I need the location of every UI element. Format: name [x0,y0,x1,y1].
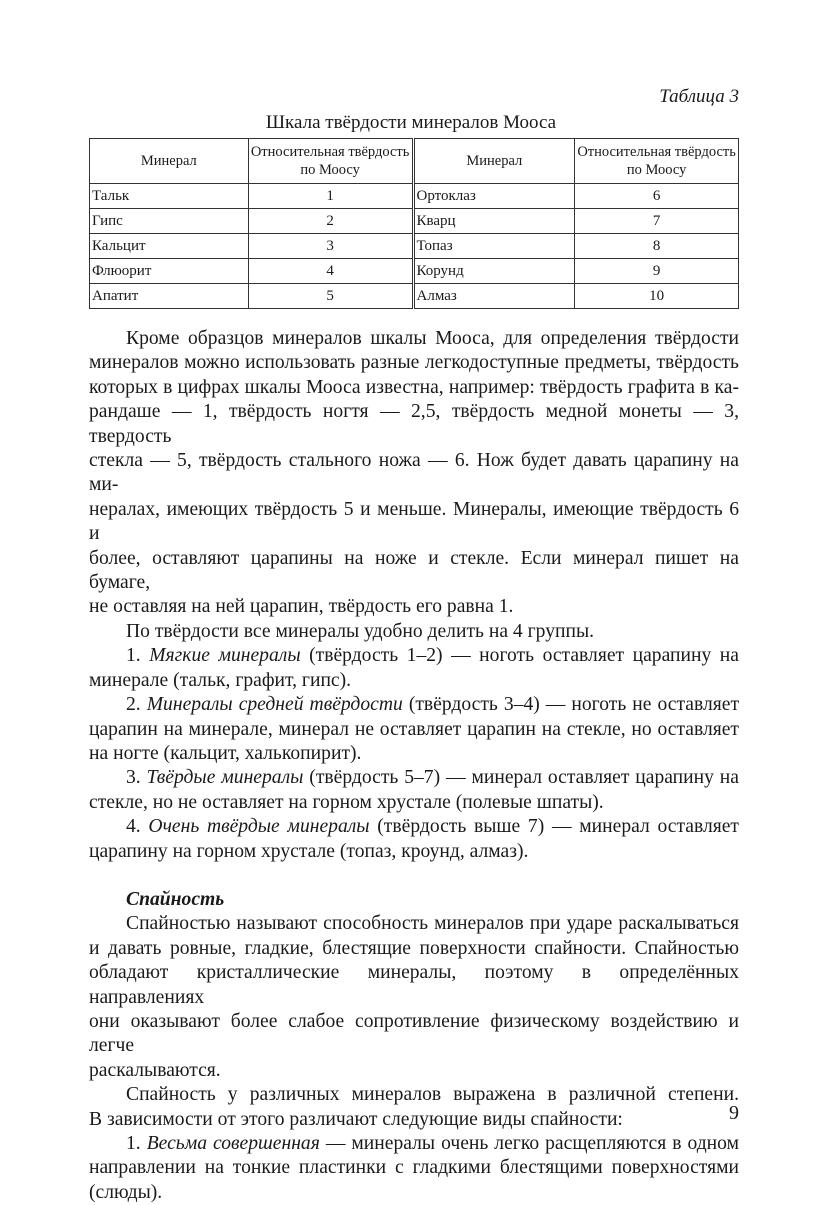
group-hard-minerals [89,766,739,815]
hardness-cell: 6 [575,184,739,209]
text-line: царапин на минерале, минерал не оставляет царапин на стекле, но оставляет [89,718,739,740]
header-mineral-right: Минерал [413,139,575,184]
table-title: Шкала твёрдости минералов Мооса [265,112,557,133]
group-number: 1. [126,645,141,667]
text-fragment: — минералы очень легко расщепляются в одном [325,1133,739,1154]
group-term: Мягкие минералы [149,645,301,667]
text-line: они оказывают более слабое сопротивление физическому воздействию и легче [89,1010,739,1057]
mineral-cell: Кварц [413,209,575,234]
text-fragment: (твёрдость 3–4) — ноготь не оставляет [408,694,740,716]
mineral-cell: Тальк [90,184,249,209]
group-medium-minerals [89,693,739,766]
text-line: стекле, но не оставляет на горном хрустале (полевые шпаты). [89,791,604,813]
hardness-cell: 7 [575,209,739,234]
text-line: царапину на горном хрустале (топаз, кроунд, алмаз). [89,840,529,862]
table-row [90,259,739,284]
group-term: Весьма совершенная [146,1133,320,1154]
hardness-cell: 10 [575,284,739,309]
mineral-cell: Ортоклаз [413,184,575,209]
mineral-cell: Апатит [90,284,249,309]
table-row [90,209,739,234]
paragraph-groups-intro: По твёрдости все минералы удобно делить на 4 группы. [126,620,595,642]
group-term: Твёрдые минералы [146,767,304,789]
text-line: раскалываются. [89,1059,221,1081]
text-line: обладают кристаллические минералы, поэтому в определённых направлениях [89,962,739,1008]
paragraph-cleavage-definition [89,912,739,1083]
text-line: Спайностью называют способность минералов при ударе раскалываться [126,913,739,935]
table-row [90,184,739,209]
mineral-cell: Алмаз [413,284,575,309]
group-term: Очень твёрдые минералы [148,816,370,838]
group-number: 4. [126,816,141,838]
cleavage-perfect [89,1132,739,1205]
text-line: на ногте (кальцит, халькопирит). [89,742,362,764]
group-term: Минералы средней твёрдости [146,694,403,716]
header-hardness-left: Относительная твёрдость по Моосу [248,139,413,184]
text-fragment: (твёрдость 5–7) — минерал оставляет царапину на [309,767,739,789]
table-row [90,284,739,309]
mineral-cell: Кальцит [90,234,249,259]
text-line: рандаше — 1, твёрдость ногтя — 2,5, твёрдость медной монеты — 3, твердость [89,401,739,447]
text-line: минералов можно использовать разные легкодоступные предметы, твёрдость [89,352,739,374]
paragraph-cleavage-types [89,1083,739,1132]
hardness-cell: 9 [575,259,739,284]
table-caption: Таблица 3 [659,86,739,107]
header-hardness-right: Относительная твёрдость по Моосу [575,139,739,184]
group-soft-minerals [89,644,739,693]
hardness-cell: 5 [248,284,413,309]
table-row [90,234,739,259]
text-line: минерале (тальк, графит, гипс). [89,669,352,691]
mohs-hardness-table [89,138,739,309]
hardness-cell: 2 [248,209,413,234]
header-mineral-left: Минерал [90,139,249,184]
mineral-cell: Топаз [413,234,575,259]
text-line: и давать ровные, гладкие, блестящие поверхности спайности. Спайностью [89,937,739,959]
text-line: не оставляя на ней царапин, твёрдость его равна 1. [89,596,514,618]
hardness-cell: 4 [248,259,413,284]
text-line: стекла — 5, твёрдость стального ножа — 6. Нож будет давать царапину на ми- [89,450,739,496]
text-line: Спайность у различных минералов выражена в различной степени. [126,1084,739,1106]
body-text [89,327,739,1205]
table-header-row [90,139,739,184]
mineral-cell: Гипс [90,209,249,234]
text-line: В зависимости от этого различают следующие виды спайности: [89,1108,623,1130]
hardness-cell: 8 [575,234,739,259]
hardness-cell: 3 [248,234,413,259]
group-very-hard-minerals [89,815,739,864]
text-line: (слюды). [89,1181,163,1203]
group-number: 3. [126,767,141,789]
mineral-cell: Флюорит [90,259,249,284]
paragraph-hardness-objects [89,327,739,620]
group-number: 2. [126,694,141,716]
text-fragment: (твёрдость выше 7) — минерал оставляет [377,816,739,838]
text-line: более, оставляют царапины на ноже и стекле. Если минерал пишет на бумаге, [89,547,739,594]
section-heading: Спайность [126,888,225,910]
text-fragment: (твёрдость 1–2) — ноготь оставляет царапину на [309,645,739,667]
hardness-cell: 1 [248,184,413,209]
text-line: которых в цифрах шкалы Мооса известна, например: твёрдость графита в ка- [89,376,739,398]
text-line: нералах, имеющих твёрдость 5 и меньше. Минералы, имеющие твёрдость 6 и [89,498,739,545]
mineral-cell: Корунд [413,259,575,284]
text-line: направлении на тонкие пластинки с гладкими блестящими поверхностями [89,1157,739,1179]
text-line: Кроме образцов минералов шкалы Мооса, для определения твёрдости [126,328,739,349]
group-number: 1. [126,1133,141,1154]
page-number: 9 [729,1102,739,1124]
